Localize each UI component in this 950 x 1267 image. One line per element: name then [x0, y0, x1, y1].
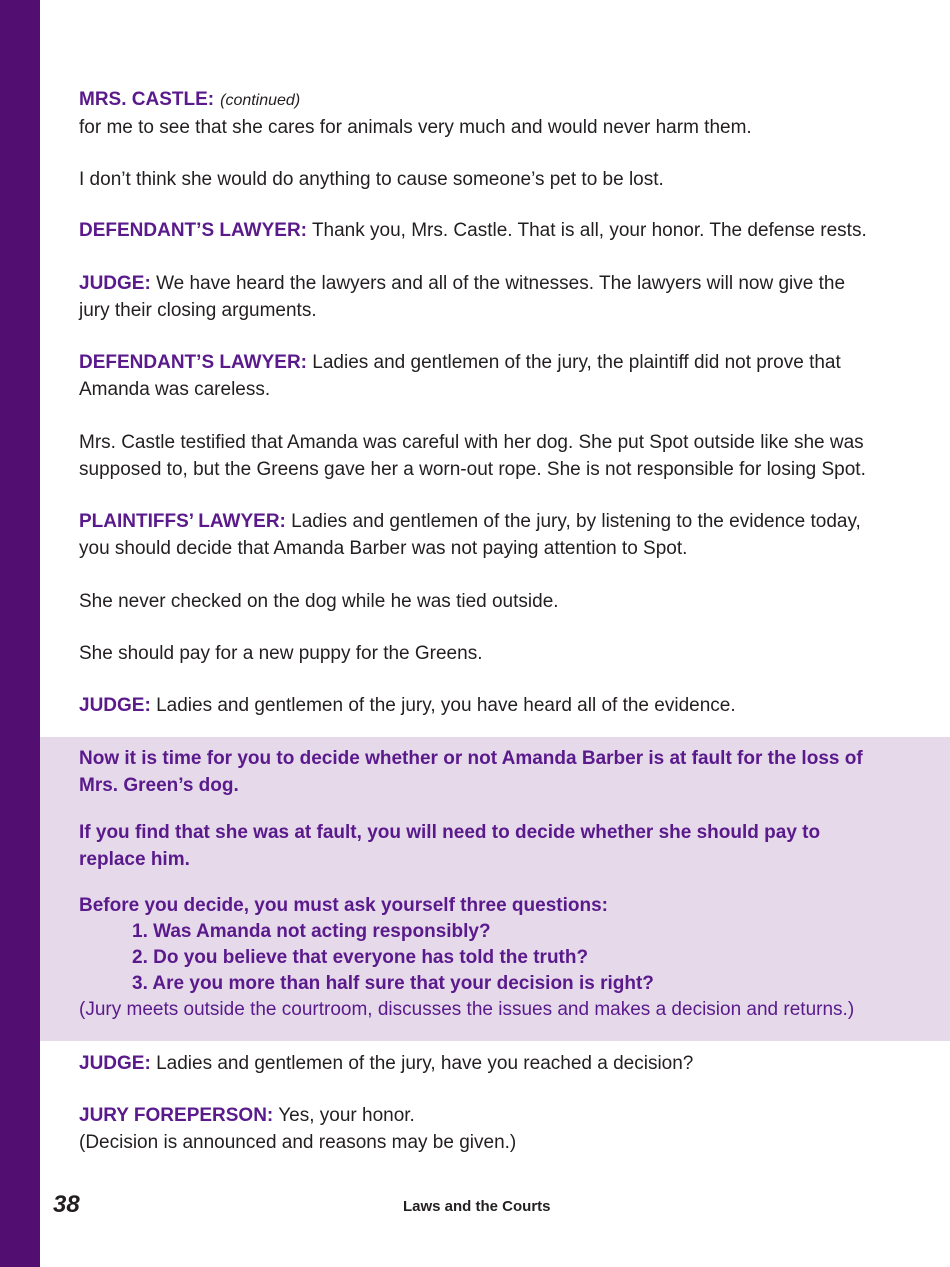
- speaker-label: MRS. CASTLE:: [79, 89, 215, 110]
- dialogue-line: [79, 1050, 879, 1077]
- dialogue-text: Ladies and gentlemen of the jury, by listening to the evidence today, you should decide that Amanda Barber was not paying attention to Spot.: [79, 511, 861, 559]
- dialogue-text: She never checked on the dog while he was tied outside.: [79, 591, 559, 612]
- dialogue-text: She should pay for a new puppy for the Greens.: [79, 643, 483, 664]
- dialogue-line: [79, 1102, 879, 1156]
- speaker-label: JUDGE:: [79, 695, 151, 716]
- dialogue-line: [79, 217, 879, 244]
- dialogue-line: [79, 166, 879, 193]
- dialogue-line: [79, 508, 879, 562]
- speaker-label: DEFENDANT’S LAWYER:: [79, 220, 307, 241]
- left-color-bar: [0, 0, 40, 1267]
- dialogue-text: Mrs. Castle testified that Amanda was careful with her dog. She put Spot outside like she was supposed to, but the Greens gave her a worn-out rope. She is not responsible for losing Spot.: [79, 432, 866, 480]
- dialogue-text: for me to see that she cares for animals very much and would never harm them.: [79, 117, 752, 138]
- speaker-label: JUDGE:: [79, 273, 151, 294]
- dialogue-text: We have heard the lawyers and all of the witnesses. The lawyers will now give the jury their closing arguments.: [79, 273, 846, 321]
- stage-direction: (Jury meets outside the courtroom, discusses the issues and makes a decision and returns.): [79, 999, 855, 1020]
- dialogue-text: Ladies and gentlemen of the jury, have you reached a decision?: [156, 1053, 694, 1074]
- dialogue-line: [79, 692, 879, 719]
- dialogue-line: [79, 349, 879, 403]
- speaker-label: DEFENDANT’S LAWYER:: [79, 352, 307, 373]
- page-number: 38: [53, 1191, 80, 1218]
- dialogue-text: Ladies and gentlemen of the jury, you have heard all of the evidence.: [156, 695, 736, 716]
- dialogue-text: Thank you, Mrs. Castle. That is all, your honor. The defense rests.: [311, 220, 867, 241]
- instruction-paragraph: Now it is time for you to decide whether or not Amanda Barber is at fault for the loss of Mrs. Green’s dog.: [79, 748, 863, 796]
- question-item: 3. Are you more than half sure that your decision is right?: [132, 973, 654, 994]
- question-item: 2. Do you believe that everyone has told the truth?: [132, 947, 589, 968]
- dialogue-text: Ladies and gentlemen of the jury, the plaintiff did not prove that Amanda was careless.: [79, 352, 841, 400]
- dialogue-line: [79, 640, 879, 667]
- dialogue-line: [79, 588, 879, 615]
- speaker-label: PLAINTIFFS’ LAWYER:: [79, 511, 286, 532]
- dialogue-line: [79, 270, 879, 324]
- speaker-label: JUDGE:: [79, 1053, 151, 1074]
- dialogue-line: [79, 86, 879, 141]
- stage-direction: (Decision is announced and reasons may be given.): [79, 1132, 517, 1153]
- questions-intro: Before you decide, you must ask yourself three questions:: [79, 895, 608, 916]
- question-item: 1. Was Amanda not acting responsibly?: [132, 921, 491, 942]
- continued-note: (continued): [220, 92, 301, 109]
- dialogue-text: I don’t think she would do anything to cause someone’s pet to be lost.: [79, 169, 664, 190]
- instruction-paragraph: If you find that she was at fault, you will need to decide whether she should pay to replace him.: [79, 822, 821, 870]
- dialogue-line: [79, 429, 884, 483]
- speaker-label: JURY FOREPERSON:: [79, 1105, 274, 1126]
- dialogue-text: Yes, your honor.: [278, 1105, 415, 1126]
- footer-title: Laws and the Courts: [403, 1198, 551, 1215]
